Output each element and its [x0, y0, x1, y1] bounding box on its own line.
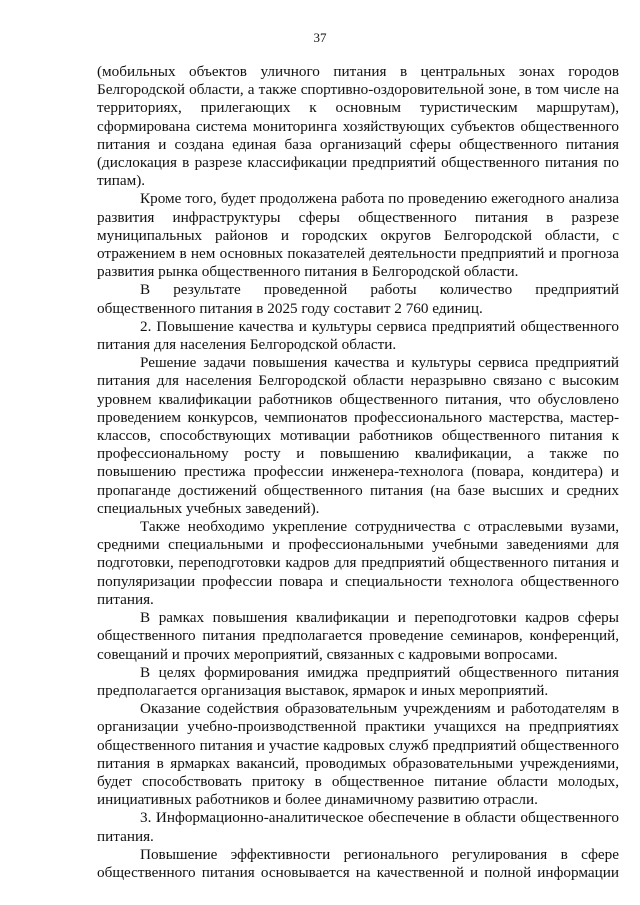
section-heading-3: 3. Информационно-аналитическое обеспечение в области общественного питания.	[97, 809, 619, 845]
paragraph-9: Оказание содействия образовательным учреждениям и работодателям в организации учебно-производственной практики учащихся на предприятиях общественного питания и участие кадровых служб предприятий общественного питания в ярмарках вакансий, проводимых образовательными учреждениями, будет способствовать притоку в общественное питание области молодых, инициативных работников и более динамичному развитию отрасли.	[97, 700, 619, 809]
paragraph-8: В целях формирования имиджа предприятий общественного питания предполагается организация выставок, ярмарок и иных мероприятий.	[97, 663, 619, 699]
paragraph-2: Кроме того, будет продолжена работа по проведению ежегодного анализа развития инфраструктуры сферы общественного питания в разрезе муниципальных районов и городских округов Белгородской области, с отражением в нем основных показателей деятельности предприятий и прогноза развития рынка общественного питания в Белгородской области.	[97, 190, 619, 281]
paragraph-5: Решение задачи повышения качества и культуры сервиса предприятий питания для населения Белгородской области неразрывно связано с высоким уровнем квалификации работников общественного питания, что обусловлено проведением конкурсов, чемпионатов профессионального мастерства, мастер-классов, способствующих мотивации работников общественного питания к профессиональному росту и повышению квалификации, а также по повышению престижа профессии инженера-технолога (повара, кондитера) и пропаганде достижений общественного питания (на базе высших и средних специальных учебных заведений).	[97, 354, 619, 517]
paragraph-7: В рамках повышения квалификации и переподготовки кадров сферы общественного питания предполагается проведение семинаров, конференций, совещаний и прочих мероприятий, связанных с кадровыми вопросами.	[97, 609, 619, 663]
section-heading-2: 2. Повышение качества и культуры сервиса предприятий общественного питания для населения Белгородской области.	[97, 317, 619, 354]
page-number: 37	[313, 30, 327, 45]
body-text	[97, 63, 619, 882]
paragraph-3: В результате проведенной работы количество предприятий общественного питания в 2025 году составит 2 760 единиц.	[97, 281, 619, 317]
paragraph-6: Также необходимо укрепление сотрудничества с отраслевыми вузами, средними специальными и профессиональными учебными заведениями для подготовки, переподготовки кадров для предприятий общественного питания и популяризации профессии повара и специальности технолога общественного питания.	[97, 518, 619, 608]
paragraph-1: (мобильных объектов уличного питания в центральных зонах городов Белгородской области, а также спортивно-оздоровительной зоне, в том числе на территориях, прилегающих к основным туристическим маршрутам), сформирована система мониторинга хозяйствующих субъектов общественного питания и создана единая база организаций сферы общественного питания (дислокация в разрезе классификации предприятий общественного питания по типам).	[97, 63, 619, 190]
paragraph-11: Повышение эффективности регионального регулирования в сфере общественного питания основывается на качественной и полной информации	[97, 845, 619, 881]
